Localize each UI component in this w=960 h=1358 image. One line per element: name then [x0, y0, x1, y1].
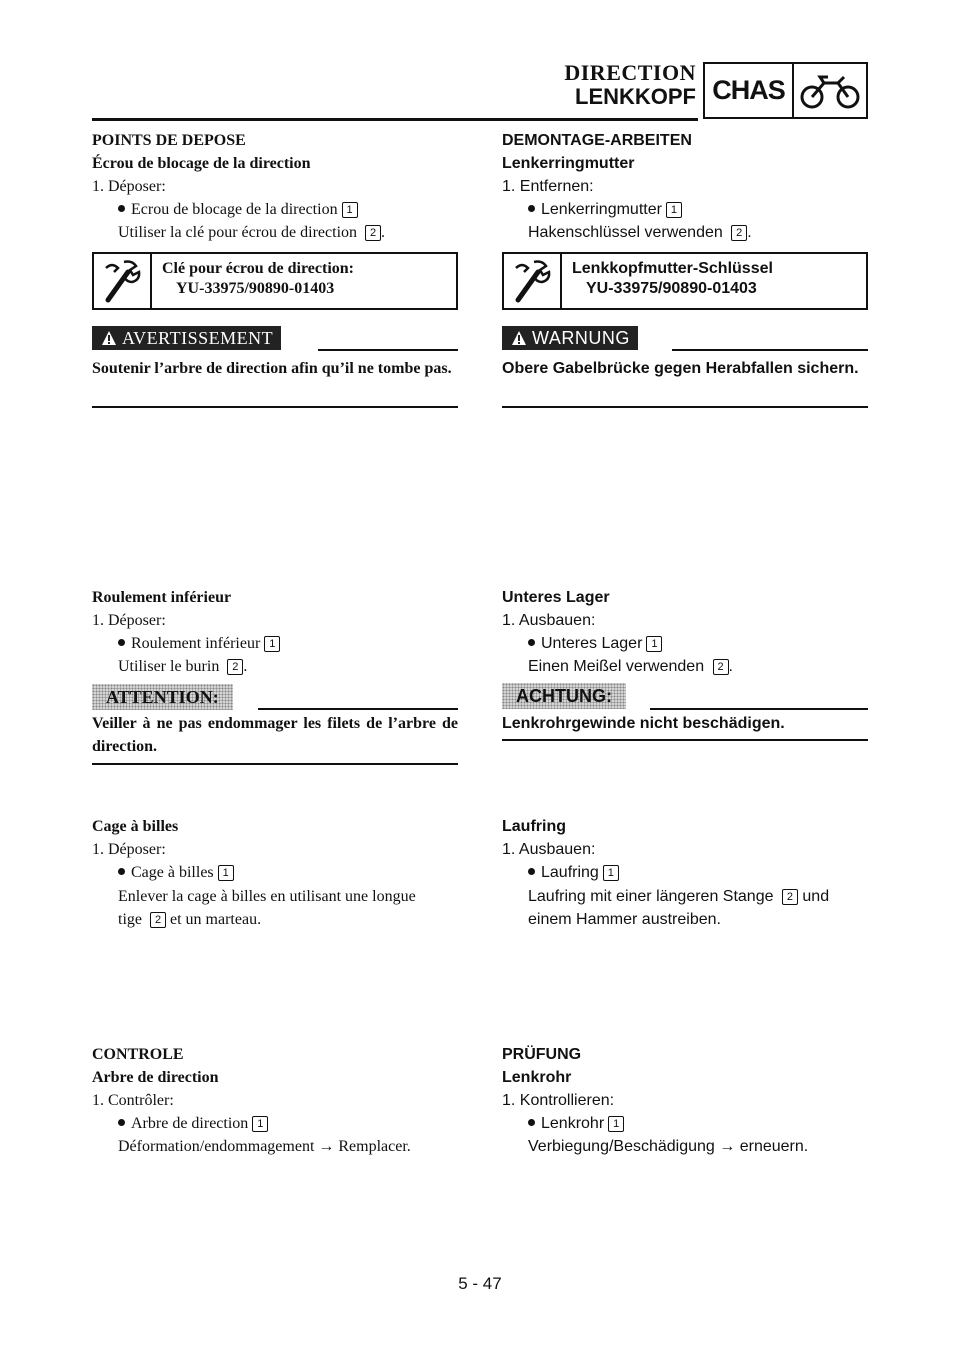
- tool-part-number: YU-33975/90890-01403: [586, 280, 757, 297]
- list-item: Arbre de direction 1: [118, 1113, 268, 1135]
- callout-number: 2: [713, 659, 729, 675]
- callout-number: 2: [731, 225, 747, 241]
- callout-number: 1: [608, 1116, 624, 1132]
- list-item: Lenkerringmutter 1: [528, 199, 682, 221]
- callout-number: 1: [646, 636, 662, 652]
- step: 1. Déposer:: [92, 612, 166, 629]
- instruction: Utiliser la clé pour écrou de direction 2 .: [118, 224, 386, 241]
- bullet-icon: [528, 1119, 535, 1126]
- callout-number: 1: [252, 1116, 268, 1132]
- special-tool-box: [92, 252, 458, 310]
- notice-rule: [650, 708, 868, 710]
- caution-text: Lenkrohrgewinde nicht beschädigen.: [502, 715, 785, 732]
- warning-badge: AVERTISSEMENT: [92, 326, 281, 350]
- notice-rule: [672, 349, 868, 351]
- section-heading: POINTS DE DEPOSE: [92, 132, 246, 149]
- tool-name: Lenkkopfmutter-Schlüssel: [572, 260, 773, 277]
- callout-number: 2: [227, 659, 243, 675]
- list-item: Unteres Lager 1: [528, 633, 662, 655]
- list-item: Lenkrohr 1: [528, 1113, 624, 1135]
- notice-end-rule: [502, 739, 868, 741]
- special-tool-box: [502, 252, 868, 310]
- notice-rule: [258, 708, 458, 710]
- section-tab: [703, 62, 868, 119]
- tool-name: Clé pour écrou de direction:: [162, 260, 354, 277]
- bullet-icon: [528, 205, 535, 212]
- instruction: Hakenschlüssel verwenden 2 .: [528, 224, 752, 241]
- list-item: Roulement inférieur 1: [118, 633, 280, 655]
- bullet-icon: [118, 1119, 125, 1126]
- callout-number: 1: [666, 202, 682, 218]
- wrench-icon: [94, 254, 152, 308]
- caution-text: Veiller à ne pas endommager les filets de l’arbre de direction.: [92, 715, 458, 755]
- callout-number: 1: [218, 865, 234, 881]
- warning-badge: WARNUNG: [502, 326, 638, 350]
- section-heading: DEMONTAGE-ARBEITEN: [502, 132, 692, 149]
- callout-number: 2: [365, 225, 381, 241]
- bullet-icon: [118, 639, 125, 646]
- section-heading: PRÜFUNG: [502, 1046, 582, 1063]
- bullet-icon: [118, 868, 125, 875]
- warning-icon: [511, 330, 527, 346]
- wrench-icon: [504, 254, 562, 308]
- caution-badge: ACHTUNG:: [502, 683, 626, 709]
- subheading: Roulement inférieur: [92, 589, 232, 606]
- list-item: Laufring 1: [528, 862, 619, 884]
- notice-end-rule: [92, 763, 458, 765]
- tool-part-number: YU-33975/90890-01403: [176, 280, 335, 297]
- instruction: Enlever la cage à billes en utilisant une longue tige 2 et un marteau.: [118, 888, 416, 928]
- subheading: Arbre de direction: [92, 1069, 219, 1086]
- notice-end-rule: [502, 406, 868, 408]
- header-title-de: LENKKOPF: [575, 84, 696, 109]
- step: 1. Kontrollieren:: [502, 1092, 615, 1109]
- bullet-icon: [528, 868, 535, 875]
- bullet-icon: [528, 639, 535, 646]
- subheading: Lenkrohr: [502, 1069, 572, 1086]
- subheading: Lenkerringmutter: [502, 155, 635, 172]
- step: 1. Contrôler:: [92, 1092, 174, 1109]
- instruction: Laufring mit einer längeren Stange 2 und einem Hammer austreiben.: [528, 888, 830, 928]
- caution-badge: ATTENTION:: [92, 684, 233, 710]
- instruction: Déformation/endommagement → Remplacer.: [118, 1138, 411, 1155]
- notice-rule: [318, 349, 458, 351]
- callout-number: 1: [264, 636, 280, 652]
- callout-number: 1: [603, 865, 619, 881]
- warning-icon: [101, 330, 117, 346]
- subheading: Écrou de blocage de la direction: [92, 155, 311, 172]
- instruction: Utiliser le burin 2 .: [118, 658, 248, 675]
- subheading: Unteres Lager: [502, 589, 610, 606]
- instruction: Verbiegung/Beschädigung → erneuern.: [528, 1138, 809, 1155]
- step: 1. Ausbauen:: [502, 612, 596, 629]
- instruction: Einen Meißel verwenden 2 .: [528, 658, 733, 675]
- section-heading: CONTROLE: [92, 1046, 184, 1063]
- step: 1. Déposer:: [92, 178, 166, 195]
- list-item: Ecrou de blocage de la direction 1: [118, 199, 358, 221]
- step: 1. Ausbauen:: [502, 841, 596, 858]
- header-rule: [92, 118, 698, 121]
- list-item: Cage à billes 1: [118, 862, 234, 884]
- section-label: CHAS: [705, 64, 794, 117]
- subheading: Cage à billes: [92, 818, 179, 835]
- bullet-icon: [118, 205, 125, 212]
- step: 1. Entfernen:: [502, 178, 594, 195]
- page-number: 5 - 47: [458, 1274, 502, 1293]
- subheading: Laufring: [502, 818, 566, 835]
- warning-text: Soutenir l’arbre de direction afin qu’il ne tombe pas.: [92, 360, 452, 377]
- header-title-fr: DIRECTION: [564, 60, 696, 85]
- warning-text: Obere Gabelbrücke gegen Herabfallen sichern.: [502, 360, 859, 377]
- motorcycle-icon: [794, 64, 866, 117]
- callout-number: 2: [150, 912, 166, 928]
- callout-number: 1: [342, 202, 358, 218]
- notice-end-rule: [92, 406, 458, 408]
- step: 1. Déposer:: [92, 841, 166, 858]
- callout-number: 2: [782, 889, 798, 905]
